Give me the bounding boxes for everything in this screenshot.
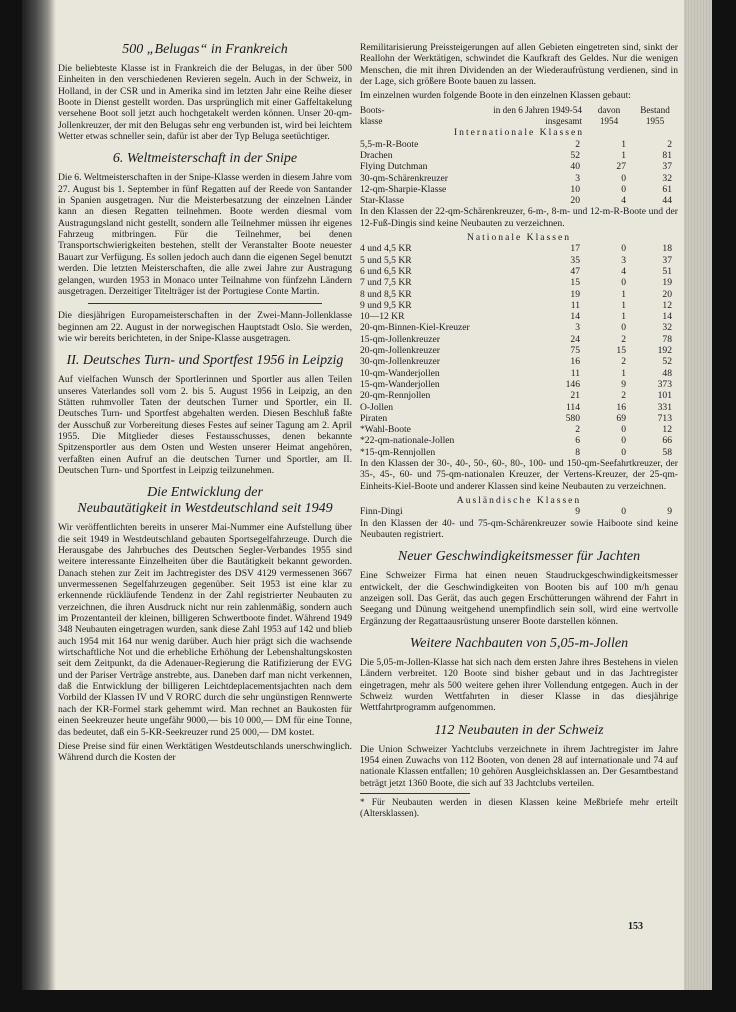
cell-total: 24: [570, 333, 580, 345]
cell-stock: 373: [657, 378, 672, 390]
boat-table: [360, 105, 678, 207]
cell-total: 14: [570, 311, 580, 323]
cell-stock: 101: [657, 390, 672, 402]
cell-stock: 32: [662, 322, 672, 334]
cell-name: 10-qm-Wanderjollen: [360, 367, 440, 379]
paragraph: Die Union Schweizer Yachtclubs verzeichnete in ihrem Jachtregister im Jahre 1954 einen Zuwachs von 112 Booten, von denen 28 auf internationale und 74 auf nationale Klassen entfallen; 10 gehören Ausgleichsklassen an. Der Gesamtbestand beträgt jetzt 1360 Boote, die sich auf 33 Jachtclubs verteilen.: [360, 743, 678, 789]
heading-speedometer: Neuer Geschwindigkeitsmesser für Jachten: [397, 549, 641, 565]
footnote-rule: [360, 793, 470, 794]
cell-y1954: 0: [621, 506, 626, 518]
cell-stock: 37: [662, 254, 672, 266]
paragraph: Diese Preise sind für einen Werktätigen Westdeutschlands unerschwinglich. Während durch die Kosten der: [58, 740, 352, 764]
col-head: Bestand: [640, 104, 670, 115]
heading-snipe: 6. Weltmeisterschaft in der Snipe: [112, 151, 298, 167]
cell-y1954: 69: [616, 412, 626, 424]
cell-name: Star-Klasse: [360, 195, 405, 207]
cell-name: Drachen: [360, 149, 393, 161]
table-row: [360, 424, 678, 435]
table-row: [360, 150, 678, 161]
table-row: [360, 311, 678, 322]
cell-y1954: 2: [621, 333, 626, 345]
cell-name: 7 und 7,5 KR: [360, 277, 412, 289]
cell-name: 15-qm-Jollenkreuzer: [360, 333, 440, 345]
cell-name: O-Jollen: [360, 401, 394, 413]
paragraph: Die diesjährigen Europameisterschaften in der Zwei-Mann-Jollenklasse beginnen am 22. August in der norwegischen Hauptstadt Oslo. Sie werden, wie wir bereits berichteten, in der Snipe-Klasse ausgetragen.: [58, 310, 352, 344]
cell-stock: 37: [662, 161, 672, 173]
cell-y1954: 0: [621, 172, 626, 184]
table-row: [360, 195, 678, 206]
cell-name: *22-qm-nationale-Jollen: [360, 435, 455, 447]
left-column: [58, 42, 352, 767]
rows-international: [360, 139, 678, 207]
cell-y1954: 2: [621, 356, 626, 368]
rows-national: [360, 243, 678, 458]
heading-schweiz: 112 Neubauten in der Schweiz: [434, 722, 604, 738]
heading-neubau: [58, 485, 352, 517]
table-row: [360, 390, 678, 401]
cell-total: 40: [570, 161, 580, 173]
cell-stock: 51: [662, 265, 672, 277]
table-row: [360, 300, 678, 311]
heading-sportfest: II. Deutsches Turn- und Sportfest 1956 in Leipzig: [66, 353, 344, 369]
paragraph: Die 6. Weltmeisterschaften in der Snipe-Klasse werden in diesem Jahre vom 27. August bis 1. September in fünf Regatten auf der Reede von Santander in Spanien ausgetragen. Nur die Meisterbesatzung der einzelnen Länder kann an diesen Regatten teilnehmen. Boote werden diesmal vom Austragungsland nicht gestellt, sondern alle Teilnehmer müssen ihr eigenes Fahrzeug mitbringen. Für die Teilnehmer, bei denen Transportschwierigkeiten bestehen, stellt der Veranstalter Boote neuester Bauart zur Verfügung. Es sollen jedoch auch dann die eigenen Segel benutzt werden. Die letzten Meisterschaften, die alle zwei Jahre zur Austragung gelangen, wurden 1953 in Monaco unter Teilnahme von fünfzehn Ländern ausgetragen. Derzeitiger Titelträger ist der Portugiese Conte Martin.: [58, 172, 352, 297]
table-row: [360, 435, 678, 446]
cell-total: 52: [570, 149, 580, 161]
table-row: [360, 356, 678, 367]
cell-name: 30-qm-Schärenkreuzer: [360, 172, 448, 184]
cell-name: *15-qm-Rennjollen: [360, 446, 436, 458]
table-note: In den Klassen der 22-qm-Schärenkreuzer, 6-m-, 8-m- und 12-m-R-Boote und der 12-Fuß-Dingis sind keine Neubauten zu verzeichnen.: [360, 206, 678, 229]
table-note: In den Klassen der 40- und 75-qm-Schärenkreuzer sowie Haiboote sind keine Neubauten registriert.: [360, 517, 678, 540]
cell-y1954: 0: [621, 243, 626, 255]
cell-stock: 713: [657, 412, 672, 424]
cell-stock: 58: [662, 446, 672, 458]
section-international: Internationale Klassen: [453, 127, 585, 139]
cell-total: 35: [570, 254, 580, 266]
cell-stock: 192: [657, 345, 672, 357]
cell-y1954: 0: [621, 435, 626, 447]
cell-total: 21: [570, 390, 580, 402]
cell-stock: 20: [662, 288, 672, 300]
divider: [88, 303, 322, 304]
cell-name: 5 und 5,5 KR: [360, 254, 412, 266]
cell-y1954: 0: [621, 183, 626, 195]
cell-stock: 331: [657, 401, 672, 413]
cell-y1954: 0: [621, 424, 626, 436]
cell-name: 20-qm-Binnen-Kiel-Kreuzer: [360, 322, 470, 334]
cell-total: 20: [570, 195, 580, 207]
book-page: [22, 0, 712, 990]
cell-total: 146: [565, 378, 580, 390]
cell-name: 6 und 6,5 KR: [360, 265, 412, 277]
cell-name: 30-qm-Jollenkreuzer: [360, 356, 440, 368]
heading-505: Weitere Nachbauten von 5,05-m-Jollen: [409, 636, 629, 652]
cell-name: 4 und 4,5 KR: [360, 243, 412, 255]
cell-y1954: 1: [621, 138, 626, 150]
cell-name: 20-qm-Rennjollen: [360, 390, 431, 402]
table-row: [360, 368, 678, 379]
cell-name: 20-qm-Jollenkreuzer: [360, 345, 440, 357]
table-row: [360, 161, 678, 172]
cell-stock: 61: [662, 183, 672, 195]
cell-y1954: 16: [616, 401, 626, 413]
table-note: In den Klassen der 30-, 40-, 50-, 60-, 80-, 100- und 150-qm-Seefahrtkreuzer, der 35-, 45-, 60- und 75-qm-nationalen Kreuzer, der Vertens-Kreuzer, der 25-qm-Einheits-Kiel-Boote und anderer Klassen sind keine Neubauten zu verzeichnen.: [360, 458, 678, 492]
cell-total: 9: [575, 506, 580, 518]
cell-total: 6: [575, 435, 580, 447]
cell-y1954: 1: [621, 288, 626, 300]
heading-line: Neubautätigkeit in Westdeutschland seit 1949: [77, 501, 333, 517]
cell-total: 3: [575, 172, 580, 184]
cell-stock: 12: [662, 299, 672, 311]
cell-y1954: 0: [621, 277, 626, 289]
table-row: [360, 345, 678, 356]
cell-name: Finn-Dingi: [360, 506, 403, 518]
cell-y1954: 1: [621, 299, 626, 311]
cell-y1954: 1: [621, 149, 626, 161]
cell-stock: 81: [662, 149, 672, 161]
cell-total: 2: [575, 138, 580, 150]
cell-total: 114: [565, 401, 580, 413]
boat-table-national: [360, 232, 678, 458]
cell-stock: 66: [662, 435, 672, 447]
heading-belugas: 500 „Belugas“ in Frankreich: [122, 42, 288, 57]
cell-total: 16: [570, 356, 580, 368]
cell-total: 19: [570, 288, 580, 300]
cell-name: 10—12 KR: [360, 311, 405, 323]
rows-foreign: [360, 506, 678, 517]
heading-line: Die Entwicklung der: [147, 485, 263, 501]
col-head: Boots-: [360, 104, 385, 115]
cell-total: 8: [575, 446, 580, 458]
table-row: [360, 277, 678, 288]
table-row: [360, 139, 678, 150]
col-head: 1954: [599, 116, 619, 127]
footnote: * Für Neubauten werden in diesen Klassen keine Meßbriefe mehr erteilt (Altersklassen).: [360, 798, 678, 820]
cell-stock: 19: [662, 277, 672, 289]
paragraph: Im einzelnen wurden folgende Boote in den einzelnen Klassen gebaut:: [360, 90, 631, 102]
table-row: [360, 334, 678, 345]
table-row: [360, 402, 678, 413]
table-row: [360, 506, 678, 517]
cell-total: 11: [570, 367, 580, 379]
cell-stock: 32: [662, 172, 672, 184]
page-number: 153: [628, 921, 643, 932]
table-row: [360, 173, 678, 184]
table-row: [360, 184, 678, 195]
table-row: [360, 322, 678, 333]
book-gutter: [22, 0, 56, 990]
cell-y1954: 15: [616, 345, 626, 357]
cell-total: 2: [575, 424, 580, 436]
cell-name: Piraten: [360, 412, 388, 424]
cell-y1954: 3: [621, 254, 626, 266]
paragraph: Auf vielfachen Wunsch der Sportlerinnen und Sportler aus allen Teilen unseres Vaterlandes soll vom 2. bis 5. August 1956 in Leipzig, an den Stätten ruhmvoller Taten der deutschen Turner und Sportler, ein II. Deutsches Turn- und Sportfest abgehalten werden. Diesen Beschluß faßte der Ausschuß zur Vorbereitung dieses Festes auf seiner Tagung am 2. April 1955. Die Mitglieder dieses Festausschusses, denen bekannte Spitzensportler aus dem Osten und Westen unserer Heimat angehören, verfaßten einen Aufruf an die deutschen Turner und Sportler, am II. Deutschen Turn- und Sportfest in Leipzig teilzunehmen.: [58, 374, 352, 476]
table-header-row: [360, 116, 678, 127]
cell-y1954: 27: [616, 161, 626, 173]
paragraph: Remilitarisierung Preissteigerungen auf allen Gebieten eingetreten sind, sinkt der Reallohn der Werktätigen, schwindet die Kaufkraft des Geldes. Nur die wenigen Menschen, die mit ihren Dividenden an der Wiederaufrüstung verdienen, sind in der Lage, sich größere Boote bauen zu lassen.: [360, 42, 678, 88]
cell-stock: 18: [662, 243, 672, 255]
paragraph: Wir veröffentlichten bereits in unserer Mai-Nummer eine Aufstellung über die seit 1949 in Westdeutschland gebauten Sportsegelfahrzeuge. Durch die Herausgabe des Jahrbuches des Deutschen Segler-Verbandes 1955 sind weitere interessante Einzelheiten über die Bautätigkeit bekannt geworden. Danach stehen zur Zeit im Jachtregister des DSV 4129 vermessenen 3667 unvermessenen Segelfahrzeugen gegenüber. Seit 1953 ist eine klar zu erkennende rückläufende Tendenz in der Zahl registrierter Neubauten zu verzeichnen, die ihren Ausdruck nicht nur rein zahlenmäßig, sondern auch im Prozentanteil der kleinen, billigeren Schwertboote findet. Während 1949 348 Neubauten eingetragen wurden, sank diese Zahl 1953 auf 142 und blieb auch 1954 mit 164 nur wenig darüber. Auch hier prägt sich die wachsende wirtschaftliche Not und die erhebliche Erhöhung der Lebenshaltungskosten seit dem Zeitpunkt, da die Adenauer-Regierung die Ratifizierung der EVG und der Pariser Verträge anstrebte, aus. Daneben darf man nicht verkennen, daß die Entwicklung der billigeren Leichtdeplacementsjachten nach dem Vorbild der Klassen IV und V RORC durch die sehr ungünstigen Rennwerte nach der KR-Formel stark gehemmt wird. Man rechnet an Baukosten für einen Seekreuzer heute ungefähr 9000,— bis 10 000,— DM für eine Tonne, das bedeutet, daß ein 5-KR-Seekreuzer rund 25 000,— DM kostet.: [58, 522, 352, 738]
paragraph: Die beliebteste Klasse ist in Frankreich die der Belugas, in der über 500 Einheiten in den verschiedenen Revieren segeln. Auch in der Schweiz, in Holland, in der CSR und in Amerika sind im letzten Jahr eine Reihe dieser Boote in Dienst gestellt worden. Das ursprünglich mit einer Gaffeltakelung versehene Boot soll jetzt auch hochgetakelt werden können. Unser 20-qm-Jollenkreuzer, der mit den Belugas sehr eng verbunden ist, wird bei leichtem Wetter etwas schneller sein, dafür ist aber der Typ Beluga seetüchtiger.: [58, 63, 353, 143]
table-row: [360, 243, 678, 254]
cell-name: 8 und 8,5 KR: [360, 288, 412, 300]
cell-y1954: 4: [621, 265, 626, 277]
table-row: [360, 266, 678, 277]
section-foreign: Ausländische Klassen: [456, 495, 582, 507]
page-edges: [684, 0, 712, 990]
table-header-row: [360, 105, 678, 116]
col-head: davon: [597, 104, 621, 115]
paragraph: Eine Schweizer Firma hat einen neuen Staudruckgeschwindigkeitsmesser entwickelt, der die Geschwindigkeiten von Booten bis auf 100 m/h genau anzeigen soll. Das Gerät, das auch gegen Erschütterungen während der Fahrt in Seegang und Dünung weitgehend unempfindlich sein soll, wird eine wertvolle Ergänzung der Regattaausrüstung unserer Boote darstellen können.: [360, 570, 678, 627]
cell-stock: 48: [662, 367, 672, 379]
cell-name: 12-qm-Sharpie-Klasse: [360, 183, 447, 195]
table-row: [360, 289, 678, 300]
cell-name: 9 und 9,5 KR: [360, 299, 412, 311]
cell-y1954: 9: [621, 378, 626, 390]
cell-total: 10: [570, 183, 580, 195]
cell-name: *Wahl-Boote: [360, 424, 411, 436]
col-head: 1955: [645, 116, 665, 127]
cell-y1954: 1: [621, 367, 626, 379]
cell-stock: 12: [662, 424, 672, 436]
cell-total: 17: [570, 243, 580, 255]
cell-stock: 44: [662, 195, 672, 207]
table-row: [360, 447, 678, 458]
col-head: klasse: [360, 116, 383, 127]
cell-name: 5,5-m-R-Boote: [360, 138, 419, 150]
cell-name: 15-qm-Wanderjollen: [360, 378, 440, 390]
right-column: [360, 42, 678, 820]
cell-total: 15: [570, 277, 580, 289]
cell-y1954: 0: [621, 446, 626, 458]
cell-total: 47: [570, 265, 580, 277]
cell-stock: 14: [662, 311, 672, 323]
table-row: [360, 413, 678, 424]
cell-stock: 9: [667, 506, 672, 518]
boat-table-foreign: [360, 495, 678, 518]
cell-total: 11: [570, 299, 580, 311]
col-head: insgesamt: [545, 116, 582, 127]
cell-stock: 78: [662, 333, 672, 345]
cell-stock: 2: [667, 138, 672, 150]
cell-y1954: 0: [621, 322, 626, 334]
section-national: Nationale Klassen: [466, 232, 572, 244]
cell-total: 580: [565, 412, 580, 424]
col-head: in den 6 Jahren 1949-54: [493, 104, 582, 115]
cell-y1954: 1: [621, 311, 626, 323]
cell-y1954: 2: [621, 390, 626, 402]
cell-total: 3: [575, 322, 580, 334]
cell-stock: 52: [662, 356, 672, 368]
paragraph: Die 5,05-m-Jollen-Klasse hat sich nach dem ersten Jahre ihres Bestehens in vielen Ländern verbreitet. 120 Boote sind bisher gebaut und in das Jachtregister eingetragen, mehr als 500 weitere gehen ihrer Vollendung entgegen. Auch in der Schweiz wurden Wettfahrten in dieser Klasse in das diesjährige Wettfahrtprogramm aufgenommen.: [360, 657, 678, 714]
table-row: [360, 255, 678, 266]
cell-name: Flying Dutchman: [360, 161, 428, 173]
cell-total: 75: [570, 345, 580, 357]
cell-y1954: 4: [621, 195, 626, 207]
table-row: [360, 379, 678, 390]
